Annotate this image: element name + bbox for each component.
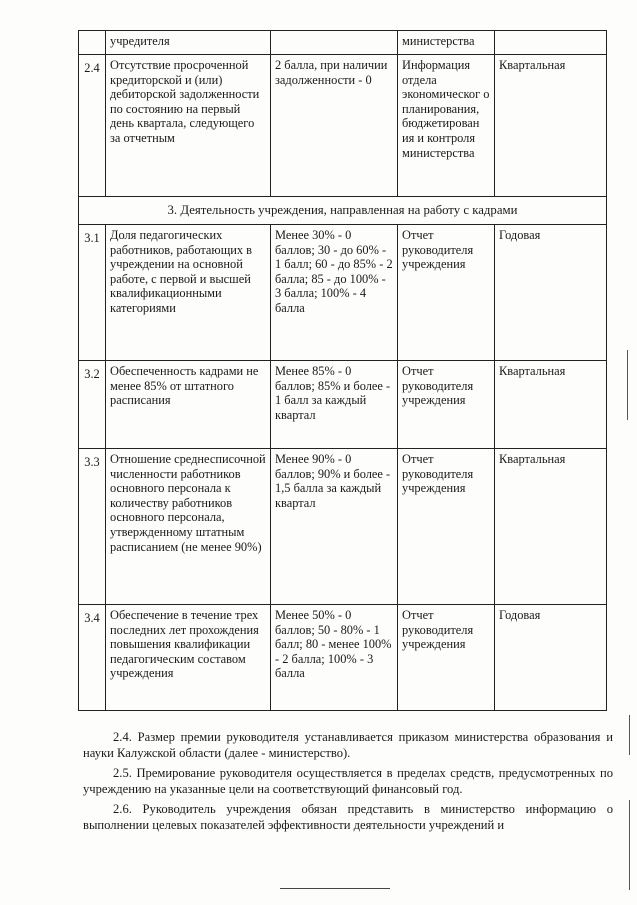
criterion-cell — [106, 605, 271, 711]
score-text: Менее 30% - 0 баллов; 30 - до 60% - 1 балл; 60 - до 85% - 2 балла; 85 - до 100% - 3 балла; 100% - 4 балла — [275, 228, 393, 315]
source-cell — [398, 31, 495, 55]
source-cell — [398, 361, 495, 449]
criterion-text: Доля педагогических работников, работающих в учреждении на основной работе, с первой и высшей квалификационными категориями — [110, 228, 253, 315]
row-number — [79, 31, 106, 55]
table-row — [79, 31, 607, 55]
source-text: министерства — [402, 34, 475, 48]
criterion-cell — [106, 225, 271, 361]
row-number: 3.4 — [79, 605, 106, 711]
body-text — [83, 730, 613, 839]
criterion-text: Отношение среднесписочной численности работников основного персонала к количеству работников основного персонала, утвержденному штатным расписанием (не менее 90%) — [110, 452, 266, 554]
paragraph: 2.5. Премирование руководителя осуществляется в пределах средств, предусмотренных по учреждению на указанные цели на соответствующий финансовый год. — [83, 766, 613, 796]
score-text: Менее 90% - 0 баллов; 90% и более - 1,5 балла за каждый квартал — [275, 452, 391, 510]
source-text: Информация отдела экономическог о планирования, бюджетирован ия и контроля министерства — [402, 58, 490, 160]
table-row — [79, 55, 607, 197]
period-text: Годовая — [499, 228, 541, 242]
source-cell — [398, 55, 495, 197]
row-number: 3.2 — [79, 361, 106, 449]
score-text: 2 балла, при наличии задолженности - 0 — [275, 58, 388, 87]
source-text: Отчет руководителя учреждения — [402, 364, 474, 408]
source-cell — [398, 449, 495, 605]
source-text: Отчет руководителя учреждения — [402, 452, 474, 496]
section-heading: 3. Деятельность учреждения, направленная на работу с кадрами — [79, 197, 607, 225]
scan-mark — [627, 350, 628, 420]
source-cell — [398, 225, 495, 361]
row-number: 3.3 — [79, 449, 106, 605]
scan-mark — [629, 800, 630, 890]
table-row — [79, 605, 607, 711]
period-text: Квартальная — [499, 364, 566, 378]
paragraph: 2.6. Руководитель учреждения обязан представить в министерство информацию о выполнении целевых показателей эффективности деятельности учреждений и — [83, 802, 613, 832]
period-cell — [495, 55, 607, 197]
table-row — [79, 361, 607, 449]
criterion-cell — [106, 55, 271, 197]
row-number: 3.1 — [79, 225, 106, 361]
table-row — [79, 225, 607, 361]
period-cell — [495, 225, 607, 361]
paragraph: 2.4. Размер премии руководителя устанавливается приказом министерства образования и науки Калужской области (далее - министерство). — [83, 730, 613, 760]
period-text: Годовая — [499, 608, 541, 622]
scan-mark — [280, 888, 390, 889]
period-cell — [495, 605, 607, 711]
period-cell — [495, 449, 607, 605]
score-cell — [271, 361, 398, 449]
source-text: Отчет руководителя учреждения — [402, 608, 474, 652]
section-row — [79, 197, 607, 225]
score-cell — [271, 31, 398, 55]
score-text: Менее 85% - 0 баллов; 85% и более - 1 балл за каждый квартал — [275, 364, 391, 422]
criterion-cell — [106, 449, 271, 605]
source-text: Отчет руководителя учреждения — [402, 228, 474, 272]
criterion-text: Обеспечение в течение трех последних лет прохождения повышения квалификации педагогическим составом учреждения — [110, 608, 259, 681]
score-cell — [271, 55, 398, 197]
score-text: Менее 50% - 0 баллов; 50 - 80% - 1 балл; 80 - менее 100% - 2 балла; 100% - 3 балла — [275, 608, 392, 681]
criterion-cell — [106, 361, 271, 449]
criterion-text: Обеспеченность кадрами не менее 85% от штатного расписания — [110, 364, 259, 408]
row-number: 2.4 — [79, 55, 106, 197]
score-cell — [271, 605, 398, 711]
period-text: Квартальная — [499, 452, 566, 466]
criteria-table — [78, 30, 607, 711]
criterion-cell — [106, 31, 271, 55]
period-text: Квартальная — [499, 58, 566, 72]
source-cell — [398, 605, 495, 711]
table-row — [79, 449, 607, 605]
score-cell — [271, 449, 398, 605]
criterion-text: учредителя — [110, 34, 170, 48]
period-cell — [495, 31, 607, 55]
score-cell — [271, 225, 398, 361]
period-cell — [495, 361, 607, 449]
criterion-text: Отсутствие просроченной кредиторской и (или) дебиторской задолженности по состоянию на первый день квартала, следующего за отчетным — [110, 58, 260, 145]
scan-mark — [629, 715, 630, 755]
